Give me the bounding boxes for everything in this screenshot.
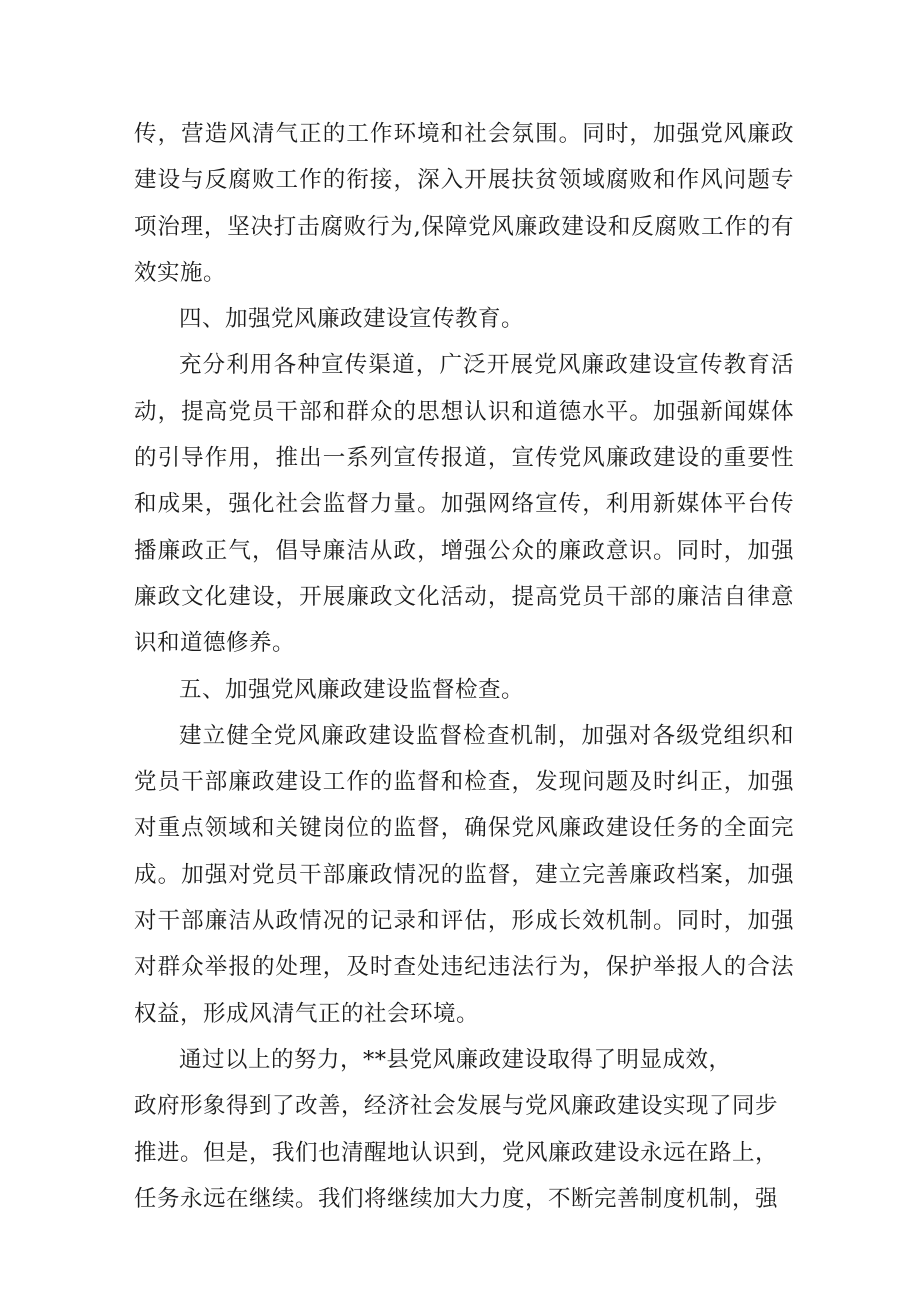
conclusion-line-2: 政府形象得到了改善，经济社会发展与党风廉政建设实现了同步 (134, 1093, 779, 1120)
section-heading-4: 四、加强党风廉政建设宣传教育。 (179, 306, 525, 333)
section-heading-5: 五、加强党风廉政建设监督检查。 (179, 676, 525, 703)
conclusion-line-1: 通过以上的努力，**县党风廉政建设取得了明显成效， (179, 1046, 732, 1073)
conclusion-line-4: 任务永远在继续。我们将继续加大力度，不断完善制度机制，强 (134, 1185, 779, 1212)
document-body (134, 111, 794, 1222)
paragraph-section-4: 充分利用各种宣传渠道，广泛开展党风廉政建设宣传教育活动，提高党员干部和群众的思想认识和道德水平。加强新闻媒体的引导作用，推出一系列宣传报道，宣传党风廉政建设的重要性和成果，强化社会监督力量。加强网络宣传，利用新媒体平台传播廉政正气，倡导廉洁从政，增强公众的廉政意识。同时，加强廉政文化建设，开展廉政文化活动，提高党员干部的廉洁自律意识和道德修养。 (134, 352, 794, 657)
paragraph-continued: 传，营造风清气正的工作环境和社会氛围。同时，加强党风廉政建设与反腐败工作的衔接，深入开展扶贫领域腐败和作风问题专项治理，坚决打击腐败行为,保障党风廉政建设和反腐败工作的有效实施。 (134, 121, 794, 286)
conclusion-line-3: 推进。但是，我们也清醒地认识到，党风廉政建设永远在路上， (134, 1139, 779, 1166)
paragraph-section-5: 建立健全党风廉政建设监督检查机制，加强对各级党组织和党员干部廉政建设工作的监督和检查，发现问题及时纠正，加强对重点领域和关键岗位的监督，确保党风廉政建设任务的全面完成。加强对党员干部廉政情况的监督，建立完善廉政档案，加强对干部廉洁从政情况的记录和评估，形成长效机制。同时，加强对群众举报的处理，及时查处违纪违法行为，保护举报人的合法权益，形成风清气正的社会环境。 (134, 722, 794, 1027)
paragraph-conclusion (134, 1037, 794, 1222)
